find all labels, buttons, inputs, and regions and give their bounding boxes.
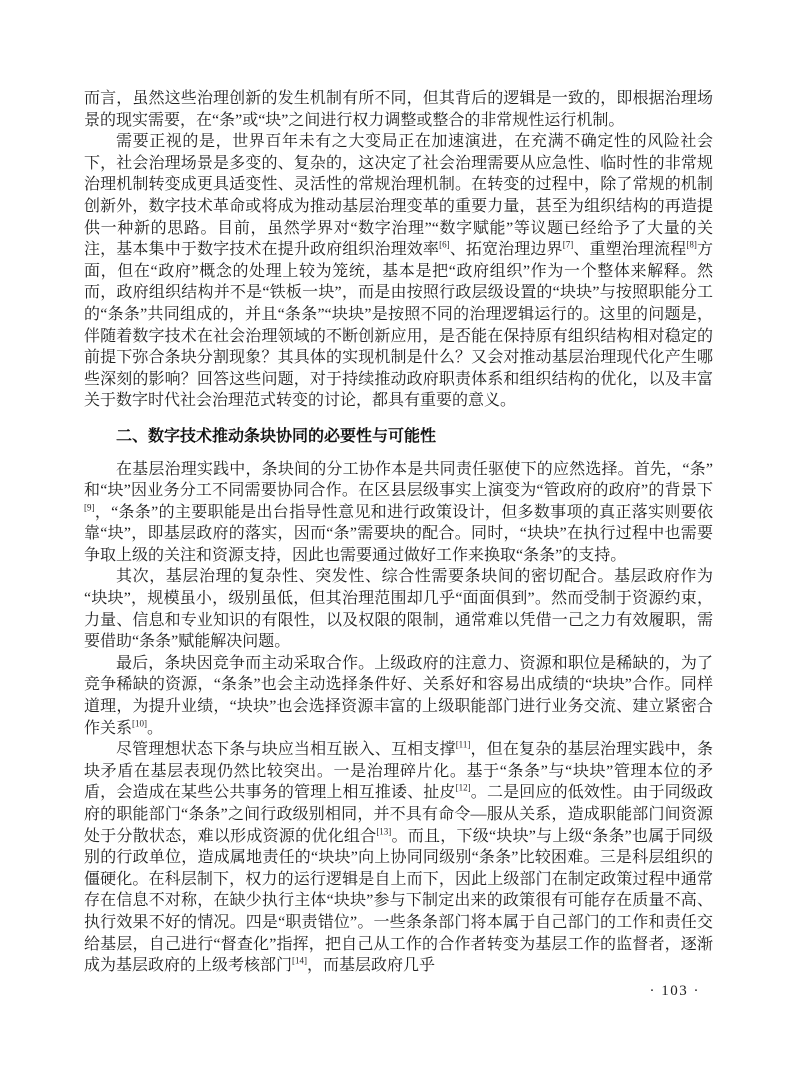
text-run: ，但在复杂的基层治理实践中，条块矛盾在基层表现仍然比较突出。一是治理碎片化。基于“条条”与“块块”管理本位的矛盾，会造成在某些公共事务的管理上相互推诿、扯皮 [84,741,713,802]
paragraph-continuation [84,88,713,131]
citation-ref-10: [10] [132,718,148,729]
section-heading: 二、数字技术推动条块协同的必要性与可能性 [116,427,437,445]
text-run: 方面，但在“政府”概念的处理上较为笼统，基本是把“政府组织”作为一个整体来解释。然而，政府组织结构并不是“铁板一块”，而是由按照行政层级设置的“块块”与按照职能分工的“条条”共同组成的，并且“条条”“块块”是按照不同的治理逻辑运行的。这里的问题是，伴随着数字技术在社会治理领域的不断创新应用，是否能在保持原有组织结构相对稳定的前提下弥合条块分割现象？其具体的实现机制是什么？又会对推动基层治理现代化产生哪些深刻的影响？回答这些问题，对于持续推动政府职责体系和组织结构的优化，以及丰富关于数字时代社会治理范式转变的讨论，都具有重要的意义。 [84,241,713,410]
text-run: 。二是回应的低效性。由于同级政府的职能部门“条条”之间行政级别相同，并不具有命令—服从关系，造成职能部门间资源处于分散状态，难以形成资源的优化组合 [84,784,713,845]
paragraph-contradictions [84,739,713,977]
text-run: 。 [147,719,164,737]
article-body [84,88,713,977]
citation-ref-7: [7] [562,239,574,250]
paragraph-second-point [84,566,713,652]
text-run: 需要正视的是，世界百年未有之大变局正在加速演进，在充满不确定性的风险社会下，社会治理场景是多变的、复杂的，这决定了社会治理需要从应急性、临时性的非常规治理机制转变成更具适变性、灵活性的常规治理机制。在转变的过程中，除了常规的机制创新外，数字技术革命或将成为推动基层治理变革的重要力量，甚至为组织结构的再造提供一种新的思路。目前，虽然学界对“数字治理”“数字赋能”等议题已经给予了大量的关注，基本集中于数字技术在提升政府组织治理效率 [84,133,713,259]
text-run: 最后，条块因竞争而主动采取合作。上级政府的注意力、资源和职位是稀缺的，为了竞争稀缺的资源，“条条”也会主动选择条件好、关系好和容易出成绩的“块块”合作。同样道理，为提升业绩，“块块”也会选择资源丰富的上级职能部门进行业务交流、建立紧密合作关系 [84,654,713,737]
text-run: 、拓宽治理边界 [449,241,563,259]
paragraph-first-point [84,459,713,567]
text-run: ，“条条”的主要职能是出台指导性意见和进行政策设计，但多数事项的真正落实则要依靠“块”，即基层政府的落实，因而“条”需要块的配合。同时，“块块”在执行过程中也需要争取上级的关注和资源支持，因此也需要通过做好工作来换取“条条”的支持。 [84,503,713,564]
citation-ref-9: [9] [84,502,95,513]
citation-ref-12: [12] [455,783,471,794]
citation-ref-11: [11] [455,739,471,750]
citation-ref-14: [14] [292,955,308,966]
text-run: ，而基层政府几乎 [307,957,436,975]
page-number: · 103 · [649,982,700,999]
text-run: 在基层治理实践中，条块间的分工协作本是共同责任驱使下的应然选择。首先，“条”和“块”因业务分工不同需要协同合作。在区县层级事实上演变为“管政府的政府”的背景下 [84,460,713,500]
citation-ref-6: [6] [439,239,450,250]
paragraph-last-point [84,653,713,739]
text-run: 尽管理想状态下条与块应当相互嵌入、互相支撑 [116,741,456,759]
text-run: 。而且，下级“块块”与上级“条条”也属于同级别的行政单位，造成属地责任的“块块”向上协同同级别“条条”比较困难。三是科层组织的僵硬化。在科层制下，权力的运行逻辑是自上而下，因此上级部门在制定政策过程中通常存在信息不对称，在缺少执行主体“块块”参与下制定出来的政策很有可能存在质量不高、执行效果不好的情况。四是“职责错位”。一些条条部门将本属于自己部门的工作和责任交给基层，自己进行“督查化”指挥，把自己从工作的合作者转变为基层工作的监督者，逐渐成为基层政府的上级考核部门 [84,827,713,975]
text-run: 、重塑治理流程 [573,241,687,259]
paragraph-intro [84,131,713,412]
text-run: 而言，虽然这些治理创新的发生机制有所不同，但其背后的逻辑是一致的，即根据治理场景的现实需要，在“条”或“块”之间进行权力调整或整合的非常规性运行机制。 [84,90,713,129]
citation-ref-13: [13] [376,826,392,837]
citation-ref-8: [8] [686,239,697,250]
text-run: 其次，基层治理的复杂性、突发性、综合性需要条块间的密切配合。基层政府作为“块块”，规模虽小，级别虽低，但其治理范围却几乎“面面俱到”。然而受制于资源约束，力量、信息和专业知识的有限性，以及权限的限制，通常难以凭借一己之力有效履职，需要借助“条条”赋能解决问题。 [84,568,713,651]
page-footer [84,983,713,1000]
